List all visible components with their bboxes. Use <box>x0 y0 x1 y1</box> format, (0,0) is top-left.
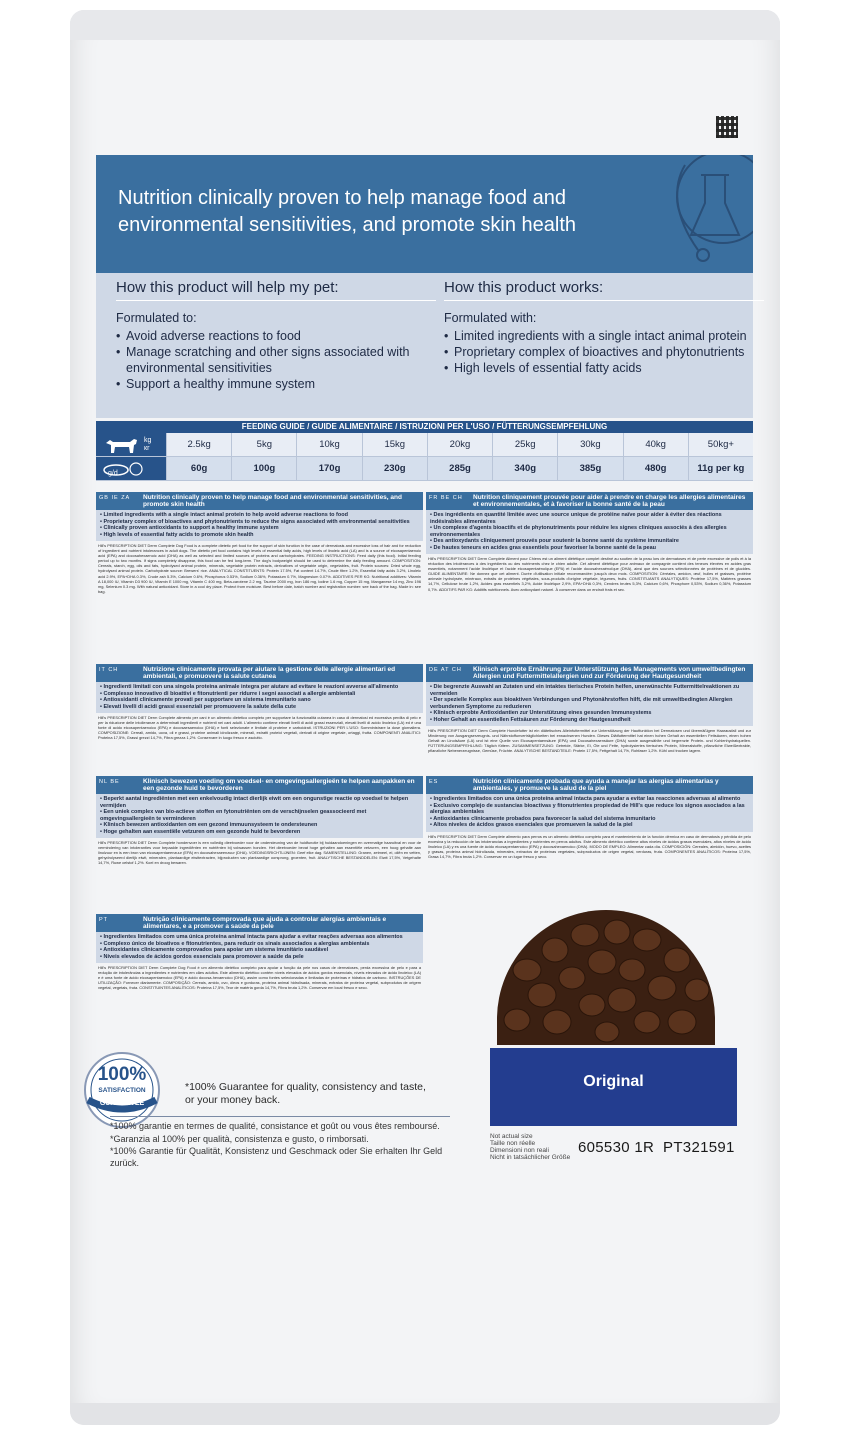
lang-code: PT <box>99 917 109 923</box>
weight-row-lead <box>96 433 166 456</box>
product-code: 605530 1R PT321591 <box>578 1139 735 1156</box>
bag-seal-top <box>70 10 780 40</box>
how-works-list <box>444 328 764 376</box>
grams-cell: 170g <box>296 457 361 480</box>
guarantee-english: *100% Guarantee for quality, consistency and taste, or your money back. <box>185 1081 426 1106</box>
lang-bullet: • Elevati livelli di acidi grassi essenziali per promuovere la salute della cute <box>100 704 419 711</box>
grams-cell: 340g <box>492 457 557 480</box>
bag-seal-bottom <box>70 1403 780 1425</box>
lang-block-fr <box>426 492 753 594</box>
badge-percent: 100% <box>97 1064 147 1085</box>
lang-body: Hill's PRESCRIPTION DIET Derm Complete Hundefutter ist ein diätetisches Alleinfuttermittel zur Unterstützung der Hautfunktion bei Dermatosen und übermäßigem Haarausfall und zur Minderung von Ausgangserzeugnis- und Nährstoffunverträglichkeiten bei erwachsenen Hunden. Dieses Diätfuttermittel hat einen hohen Gehalt an essentiellen Fettsäuren, einen hohen Gehalt an Linolsäure (LA) und ist eine Quelle von Eicosapentaensäure (EPA) und Docosahexaensäure (DHA) sowie ausgewählte und begrenzte Protein- und Kohlenhydratquellen. FÜTTERUNGSEMPFEHLUNG: Täglich füttern. ZUSAMMENSETZUNG: Getreide, Stärke, Ei, Öle und Fette, hydrolysiertes tierisches Protein, Mineralstoffe, pflanzliche Eiweißextrakte, pflanzliche Nebenerzeugnisse, Gemüse, Früchte. ANALYTISCHE BESTANDTEILE: Protein 17,5%, Fettgehalt 14,7%, Rohfaser 1,2%. Kühl und trocken lagern. <box>428 728 751 754</box>
lang-bullets <box>426 510 753 554</box>
lang-header <box>96 492 423 510</box>
feeding-grams-row <box>96 457 753 481</box>
food-bowl-icon <box>100 458 144 480</box>
grams-row-lead <box>96 457 166 480</box>
lang-bullet: • Limited ingredients with a single intact animal protein to help avoid adverse reactions to food <box>100 512 419 519</box>
how-works-item: • Proprietary complex of bioactives and phytonutrients <box>444 344 764 360</box>
lang-header <box>426 492 753 510</box>
lang-bullets <box>96 510 423 541</box>
variant-label: Original <box>583 1073 644 1090</box>
lang-title: Nutrizione clinicamente provata per aiutare la gestione delle allergie alimentari ed ambientali, e promuovere la salute cutanea <box>143 666 396 680</box>
lang-block-gb <box>96 492 423 596</box>
lang-bullet: • Die begrenzte Auswahl an Zutaten und ein intaktes tierisches Protein helfen, unerwünschte Futtermittelreaktionen zu vermeiden <box>430 684 749 697</box>
lang-bullet: • Antiossidanti clinicamente provati per supportare un sistema immunitario sano <box>100 697 419 704</box>
lang-bullet: • Ingredienti limitati con una singola proteina animale integra per aiutare ad evitare le reazioni avverse all'alimento <box>100 684 419 691</box>
lang-code: ES <box>429 779 439 785</box>
lang-bullets <box>96 932 423 963</box>
hero-banner <box>96 155 753 273</box>
lang-body: Hill's PRESCRIPTION DIET Derm Complete hondenvoer is een volledig dieetvoeder voor de ondersteuning van de huidfunctie bij huidaandoeningen en overmatige haaruitval en voor de vermindering van intoleranties voor bepaalde ingrediënten en nutriënten bij volwassen honden. Het dieetvoeder bevat hoge gehalten aan essentiële vetzuren, een hoog gehalte aan linolzuur en is een bron van eicosapentaeenzuur (EPA) en docosahexaeenzuur (DHA). VOEDINGSRICHTLIJNEN: Geef elke dag. SAMENSTELLING: Granen, zetmeel, ei, oliën en vetten, gehydrolyseerd dierlijk eiwit, mineralen, plantaardige eiwitextracten, bijproducten van plantaardige oorsprong, groenten, fruit. ANALYTISCHE BESTANDDELEN: Eiwit 17,5%, Vetgehalte 14,7%, Ruwe celstof 1,2%. Koel en droog bewaren. <box>98 840 421 866</box>
grams-cell: 60g <box>166 457 231 480</box>
lang-bullets <box>96 682 423 713</box>
feeding-guide <box>96 421 753 489</box>
how-works-item: • High levels of essential fatty acids <box>444 360 764 376</box>
weight-cell: 40kg <box>623 433 688 456</box>
lang-bullet: • Clinically proven antioxidants to support a healthy immune system <box>100 525 419 532</box>
how-works-sub: Formulated with: <box>444 311 537 325</box>
lang-bullet: • Een uniek complex van bio-actieve stoffen en fytonutriënten om de verschijnselen geassocieerd met omgevingsallergieën te verminderen <box>100 809 419 822</box>
lang-body: Hill's PRESCRIPTION DIET Derm Complete Dog Food is a complete dietetic pet food for the support of skin function in the case of dermatosis and excessive loss of hair and for reduction of ingredient and nutrient intolerances in adult dogs. The dietetic pet food contains high levels of essential fatty acids, high levels of linoleic acid (LA) and is a source of eicosapentaenoic acid (EPA) and docosahexaenoic acid (DHA) as well as selected and limited sources of proteins and carbohydrates. FEEDING INSTRUCTIONS: Feed daily (this food). Initial feeding period up to two months. If signs completely disappear, this food can be fed long-term. The dog's bodyweight should be used to determine the daily feeding amount. COMPOSITION: Cereals, starch, egg, oils and fats, hydrolysed animal protein, minerals, vegetable protein extracts, derivatives of vegetable origin, vegetables, fruit. Protein sources: Dried whole egg, hydrolysed animal protein. Carbohydrate source: Brewers' rice. ANALYTICAL CONSTITUENTS: Protein 17.5%, Fat content 14.7%, Crude fibre 1.2%, Essential fatty acids 3.2%, Linoleic acid 2.9%, EPA+DHA 0.3%, Crude ash 5.3%, Calcium 0.6%, Phosphorus 0.53%, Sodium 0.36%, Potassium 0.7%, Magnesium 0.07%. ADDITIVES PER KG: Nutritional additives: Vitamin A 18,000 IU, Vitamin D3 900 IU, Vitamin E 1000 mg, Vitamin C 400 mg, Beta-carotene 2.2 mg, Taurine 2000 mg, Iron 186 mg, Iodine 1.6 mg, Copper 15 mg, Manganese 14 mg, Zinc 196 mg, Selenium 0.3 mg. With natural antioxidant. Store in a cool dry place. Protect from moisture. Best before date, batch number and registration number: see back of the bag. Made in: see bag. <box>98 543 421 594</box>
lang-bullet: • Klinisch bewezen antioxidanten om een gezond immuunsysteem te ondersteunen <box>100 822 419 829</box>
how-works-column <box>444 279 764 376</box>
how-panel <box>96 273 753 418</box>
lang-header <box>96 914 423 932</box>
lang-block-es <box>426 776 753 861</box>
lang-block-pt <box>96 914 423 992</box>
how-works-heading: How this product works: <box>444 279 764 301</box>
grams-cell: 100g <box>231 457 296 480</box>
weight-cell: 15kg <box>362 433 427 456</box>
weight-cell: 50kg+ <box>688 433 753 456</box>
lang-bullet: • Altos niveles de ácidos grasos esenciales que promueven la salud de la piel <box>430 822 749 829</box>
how-help-item: • Support a healthy immune system <box>116 376 436 392</box>
lang-body: Hill's PRESCRIPTION DIET Derm Complete Dog Food é um alimento dietético completo para apoiar a função da pele nos casos de dermatoses, perda excessiva de pelo e para a redução de intolerâncias a ingredientes e nutrientes em cães adultos. Este alimento dietético contém níveis elevados de ácidos gordos essenciais, níveis elevados de ácido linoleico (LA) e é uma fonte de ácido eicosapentaenoico (EPA) e ácido docosa-hexaenoico (DHA), assim como fontes selecionadas e limitadas de proteínas e hidratos de carbono. INSTRUÇÕES DE UTILIZAÇÃO: Fornecer diariamente. COMPOSIÇÃO: Cereais, amido, ovo, óleos e gorduras, proteína animal hidrolisada, minerais, extratos de proteína vegetal, subprodutos de origem vegetal, vegetais, fruta. CONSTITUINTES ANALÍTICOS: Proteína 17,5%, Teor de matéria gorda 14,7%, Fibra bruta 1,2%. Conservar em local fresco e seco. <box>98 965 421 991</box>
feeding-guide-title: FEEDING GUIDE / GUIDE ALIMENTAIRE / ISTRUZIONI PER L'USO / FÜTTERUNGSEMPFEHLUNG <box>96 421 753 433</box>
weight-cell: 25kg <box>492 433 557 456</box>
lang-title: Nutrition clinically proven to help manage food and environmental sensitivities, and promote skin health <box>143 494 402 508</box>
how-help-list <box>116 328 436 392</box>
grams-cell: 385g <box>557 457 622 480</box>
grams-cell: 480g <box>623 457 688 480</box>
lang-bullet: • Des antioxydants cliniquement prouvés pour soutenir la bonne santé du système immunitaire <box>430 538 749 545</box>
lang-title: Nutrition cliniquement prouvée pour aider à prendre en charge les allergies alimentaires et environnementales, et à favoriser la bonne santé de la peau <box>473 494 746 508</box>
lang-bullets <box>426 682 753 726</box>
lang-bullet: • Hoge gehalten aan essentiële vetzuren om een gezonde huid te bevorderen <box>100 829 419 836</box>
how-help-item: • Manage scratching and other signs associated with environmental sensitivities <box>116 344 436 376</box>
lang-block-de <box>426 664 753 755</box>
lang-bullet: • Un complexe d'agents bioactifs et de phytonutriments pour réduire les signes cliniques associés à des allergies environnementales <box>430 525 749 538</box>
how-help-item: • Avoid adverse reactions to food <box>116 328 436 344</box>
weight-cell: 20kg <box>427 433 492 456</box>
grams-cell: 285g <box>427 457 492 480</box>
lang-block-it <box>96 664 423 742</box>
lang-block-nl <box>96 776 423 867</box>
lang-header <box>426 776 753 794</box>
lang-bullet: • Proprietary complex of bioactives and phytonutrients to reduce the signs associated with environmental sensitivities <box>100 519 419 526</box>
lang-code: NL BE <box>99 779 120 785</box>
stethoscope-flask-icon <box>643 155 753 273</box>
how-help-column <box>116 279 436 392</box>
lang-title: Klinisch bewezen voeding om voedsel- en omgevingsallergieën te helpen aanpakken en een gezonde huid te bevorderen <box>143 778 415 792</box>
lang-bullet: • Complesso innovativo di bioattivi e fitonutrienti per ridurre i segni associati a allergie ambientali <box>100 691 419 698</box>
lang-bullet: • De hautes teneurs en acides gras essentiels pour favoriser la bonne santé de la peau <box>430 545 749 552</box>
weight-cell: 5kg <box>231 433 296 456</box>
guarantee-it: *Garanzia al 100% per qualità, consistenza e gusto, o rimborsati. <box>110 1133 369 1144</box>
guarantee-fr: *100% garantie en termes de qualité, consistance et goût ou vous êtes remboursé. <box>110 1121 440 1131</box>
kg-label: kg кг <box>144 437 152 452</box>
lang-bullet: • Hoher Gehalt an essentiellen Fettsäuren zur Förderung der Hautgesundheit <box>430 717 749 724</box>
lang-body: Hill's PRESCRIPTION DIET Derm Complete alimento per cani è un alimento dietetico completo per supportare la funzionalità cutanea in caso di dermatosi ed eccessiva perdita di pelo e per la riduzione delle intolleranze a determinati ingredienti e nutrienti nei cani adulti. L'alimento contiene elevati livelli di acidi grassi essenziali, elevati livelli di acido linoleico (LA) ed è una fonte di acido eicosapentaenoico (EPA) e docosaesaenoico (DHA) e fonti selezionate e limitate di proteine e carboidrati. ISTRUZIONI PER L'USO: Somministrare la dose giornaliera. COMPOSIZIONE: Cereali, amido, uova, oli e grassi, proteine animali idrolizzate, minerali, estratti proteici vegetali, derivati di origine vegetale, ortaggi, frutta. COMPONENTI ANALITICI: Proteina 17,5%, Grassi grezzi 14,7%, Fibra grezza 1,2%. Conservare in luogo fresco e asciutto. <box>98 715 421 741</box>
lang-bullet: • Ingredientes limitados con una única proteína animal intacta para ayudar a evitar las reacciones adversas al alimento <box>430 796 749 803</box>
weight-cell: 30kg <box>557 433 622 456</box>
weight-cell: 2.5kg <box>166 433 231 456</box>
weight-cell: 10kg <box>296 433 361 456</box>
lang-code: GB IE ZA <box>99 495 131 501</box>
lang-bullets <box>96 794 423 838</box>
badge-guarantee: GUARANTEE <box>99 1100 145 1107</box>
lang-bullet: • Níveis elevados de ácidos gordos essenciais para promover a saúde da pele <box>100 954 419 961</box>
how-help-heading: How this product will help my pet: <box>116 279 436 301</box>
grams-cell: 230g <box>362 457 427 480</box>
lang-title: Klinisch erprobte Ernährung zur Unterstützung des Managements von umweltbedingten Allergien und Futtermittelallergien und zur Förderung der Hautgesundheit <box>473 666 746 680</box>
lang-code: FR BE CH <box>429 495 463 501</box>
lang-bullet: • Des ingrédients en quantité limitée avec une source unique de protéine naïve pour aider à éviter des réactions indésirables alimentaires <box>430 512 749 525</box>
lang-body: Hill's PRESCRIPTION DIET Derm Complete Aliment pour Chiens est un aliment diététique complet destiné au soutien de la peau lors de dermatoses et de perte excessive de poils et à la réduction des intolérances à des ingrédients ou des nutriments chez le chien adulte. Cet aliment diététique pour animaux de compagnie contient des teneurs élevées en acides gras essentiels, notamment l'acide linoléique et l'acide eicosapentaénoïque (EPA) et l'acide docosahexaénoïque (DHA), ainsi que des sources sélectionnées de protéines et de glucides. GUIDE ALIMENTAIRE: Ne donnez que cet aliment. Durée d'utilisation initiale recommandée: jusqu'à deux mois. COMPOSITION: Céréales, amidon, œuf, huiles et graisses, protéine animale hydrolysée, minéraux, extraits de protéines végétales, sous-produits d'origine végétale, légumes, fruits. CONSTITUANTS ANALYTIQUES: Protéine 17,5%, Matières grasses 14,7%, Cellulose brute 1,2%, Acides gras essentiels 3,2%, Acide linoléique 2,9%, EPA+DHA 0,3%, Cendres brutes 5,3%, Calcium 0,6%, Phosphore 0,53%, Sodium 0,36%, Potassium 0,7%. ADDITIFS PAR KG: Additifs nutritionnels. Avec antioxydant naturel. À conserver dans un endroit frais et sec. <box>428 556 751 592</box>
dog-icon <box>100 434 144 456</box>
guarantee-translations <box>110 1116 450 1170</box>
lang-bullet: • Beperkt aantal ingrediënten met een enkelvoudig intact dierlijk eiwit om een ongunstige reactie op voedsel te helpen vermijden <box>100 796 419 809</box>
lang-title: Nutrición clínicamente probada que ayuda a manejar las alergias alimentarias y ambientales, y promueve la salud de la piel <box>473 778 719 792</box>
lang-body: Hill's PRESCRIPTION DIET Derm Complete alimento para perros es un alimento dietético completo para el mantenimiento de la función dérmica en caso de dermatosis y pérdida de pelo excesiva y la reducción de las intolerancias a ingredientes y nutrientes en perros adultos. Este alimento dietético contiene altos niveles de ácidos grasos esenciales, altos niveles de ácido linoleico (LA) y es una fuente de ácido eicosapentaenoico (EPA) y docosahexaenoico (DHA). MODO DE EMPLEO: Alimentar cada día. COMPOSICIÓN: Cereales, almidón, huevo, aceites y grasas, proteína animal hidrolizada, minerales, extractos de proteínas vegetales, subproductos de origen vegetal, verduras, fruta. COMPONENTES ANALÍTICOS: Proteína 17,5%, Grasa 14,7%, Fibra bruta 1,2%. Conservar en un lugar fresco y seco. <box>428 833 751 859</box>
lang-bullet: • High levels of essential fatty acids to promote skin health <box>100 532 419 539</box>
lang-bullet: • Antioxidantes clinicamente comprovados para apoiar um sistema imunitário saudável <box>100 947 419 954</box>
how-help-sub: Formulated to: <box>116 311 197 325</box>
qr-code-icon <box>716 116 738 138</box>
lang-header <box>96 776 423 794</box>
lang-bullet: • Der spezielle Komplex aus bioaktiven Verbindungen und Phytonährstoffen hilft, die mit umweltbedingten Allergien verbundenen Symptome zu reduzieren <box>430 697 749 710</box>
lang-header <box>96 664 423 682</box>
lang-header <box>426 664 753 682</box>
variant-panel <box>490 1048 737 1126</box>
lang-bullet: • Exclusivo complejo de sustancias bioactivas y fitonutrientes propiedad de Hill's que reduce los signos asociados a las alergias ambientales <box>430 803 749 816</box>
how-works-item: • Limited ingredients with a single intact animal protein <box>444 328 764 344</box>
lang-title: Nutrição clinicamente comprovada que ajuda a controlar alergias ambientais e alimentares, e a promover a saúde da pele <box>143 916 387 930</box>
lang-code: DE AT CH <box>429 667 462 673</box>
gday-label: g/d <box>108 470 118 477</box>
lang-bullet: • Ingredientes limitados com uma única proteína animal intacta para ajudar a evitar reações adversas aos alimentos <box>100 934 419 941</box>
hero-title: Nutrition clinically proven to help manage food and environmental sensitivities, and promote skin health <box>118 187 577 236</box>
lang-bullet: • Complexo único de bioativos e fitonutrientes, para reduzir os sinais associados a alergias ambientais <box>100 941 419 948</box>
lang-bullets <box>426 794 753 832</box>
grams-cell: 11g per kg <box>688 457 753 480</box>
lang-bullet: • Antioxidantes clínicamente probados para favorecer la salud del sistema inmunitario <box>430 816 749 823</box>
lang-bullet: • Klinisch erprobte Antioxidantien zur Unterstützung eines gesunden Immunsystems <box>430 710 749 717</box>
not-actual-size-note: Not actual size Taille non réelle Dimensioni non reali Nicht in tatsächlicher Größe <box>490 1133 571 1161</box>
guarantee-de: *100% Garantie für Qualität, Konsistenz und Geschmack oder Sie erhalten Ihr Geld zurück. <box>110 1146 443 1168</box>
feeding-weight-row <box>96 433 753 457</box>
lang-code: IT CH <box>99 667 119 673</box>
badge-satisfaction: SATISFACTION <box>98 1087 146 1094</box>
